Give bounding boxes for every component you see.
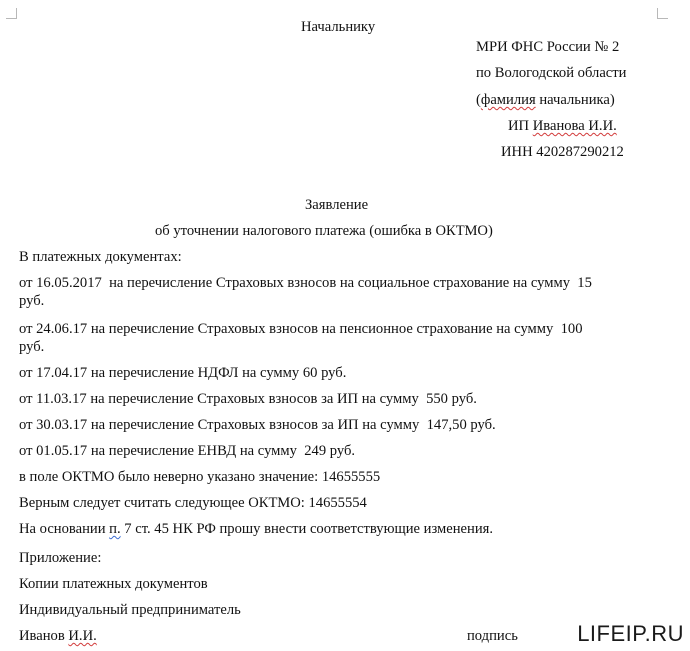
signer-name-prefix: Иванов: [19, 628, 69, 644]
region-line: по Вологодской области: [476, 65, 627, 81]
payment-1-line-2: руб.: [19, 293, 45, 309]
signer-role: Индивидуальный предприниматель: [19, 602, 241, 618]
attachment-item: Копии платежных документов: [19, 576, 208, 592]
payment-5-line: от 30.03.17 на перечисление Страховых взносов за ИП на сумму 147,50 руб.: [19, 417, 496, 433]
chief-name-line: [476, 91, 615, 109]
signature-label: подпись: [467, 628, 518, 644]
chief-name-rest: начальника): [535, 92, 615, 108]
basis-mark: п.: [109, 521, 121, 537]
correct-oktmo-line: Верным следует считать следующее ОКТМО: 14655554: [19, 495, 367, 511]
basis-rest: 7 ст. 45 НК РФ прошу внести соответствующие изменения.: [120, 521, 494, 537]
signer-name-line: [19, 627, 97, 645]
basis-prefix: На основании: [19, 521, 110, 537]
chief-name-word: фамилия: [480, 92, 536, 108]
basis-line: [19, 520, 493, 538]
payment-3-line: от 17.04.17 на перечисление НДФЛ на сумму 60 руб.: [19, 365, 347, 381]
document-title: Заявление: [305, 197, 369, 213]
document-subtitle: об уточнении налогового платежа (ошибка в ОКТМО): [155, 223, 493, 239]
inn-line: ИНН 420287290212: [501, 144, 624, 160]
wrong-oktmo-line: в поле ОКТМО было неверно указано значение: 14655555: [19, 469, 381, 485]
signer-initials: И.И.: [68, 628, 97, 644]
page-corner-marker-left: [6, 8, 17, 19]
intro-line: В платежных документах:: [19, 249, 182, 265]
payment-1-line-1: от 16.05.2017 на перечисление Страховых взносов на социальное страхование на сумму 15: [19, 275, 592, 291]
site-watermark: LIFEIP.RU: [577, 621, 684, 646]
attachments-label: Приложение:: [19, 550, 102, 566]
page-corner-marker-right: [657, 8, 668, 19]
payment-6-line: от 01.05.17 на перечисление ЕНВД на сумму 249 руб.: [19, 443, 356, 459]
chief-name-open: (: [476, 92, 481, 108]
sender-line: [508, 117, 617, 135]
sender-prefix: ИП: [508, 118, 533, 134]
payment-2-line-2: руб.: [19, 339, 45, 355]
addressee-line: Начальнику: [301, 19, 376, 35]
payment-2-line-1: от 24.06.17 на перечисление Страховых взносов на пенсионное страхование на сумму 100: [19, 321, 583, 337]
payment-4-line: от 11.03.17 на перечисление Страховых взносов за ИП на сумму 550 руб.: [19, 391, 477, 407]
sender-name: Иванова И.И.: [532, 118, 617, 134]
tax-authority-line: МРИ ФНС России № 2: [476, 39, 620, 55]
